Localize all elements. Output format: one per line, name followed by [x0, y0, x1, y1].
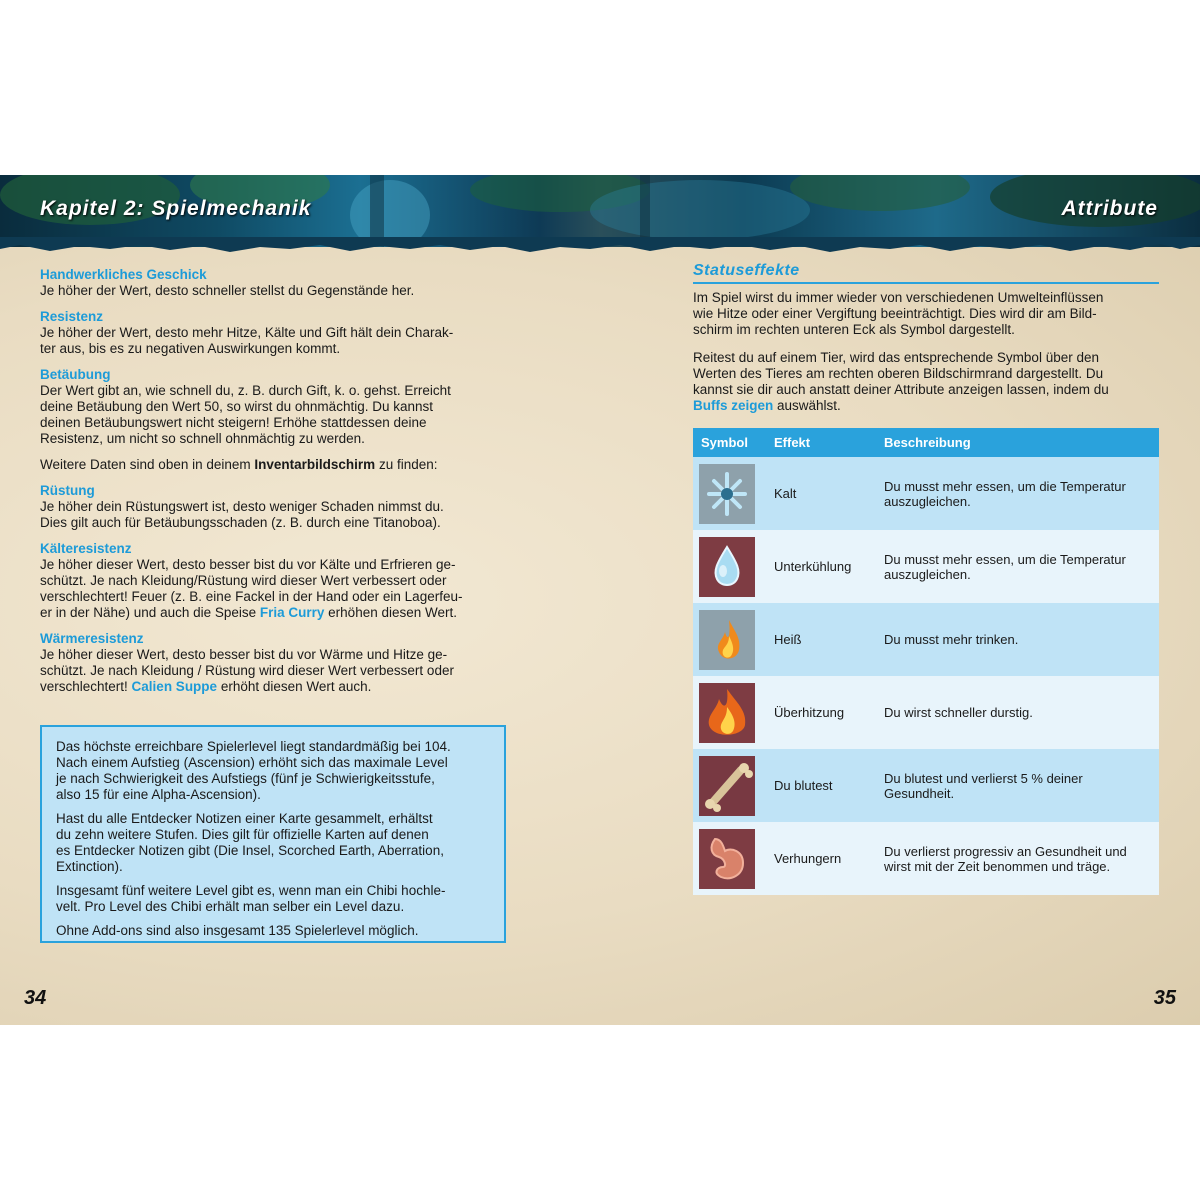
text-weitere: Weitere Daten sind oben in deinem Inventarbildschirm zu finden: — [40, 457, 438, 472]
table-row — [693, 822, 1159, 895]
beschreibung-cell: Du musst mehr trinken. — [884, 632, 1019, 647]
torn-edge-divider — [0, 237, 1200, 257]
beschreibung-cell: Du blutest und verlierst 5 % deiner Gesundheit. — [884, 770, 1083, 801]
text-kaelte-3: verschlechtert! Feuer (z. B. eine Fackel in der Hand oder ein Lagerfeu- — [40, 589, 463, 604]
heading-betaeubung: Betäubung — [40, 367, 111, 382]
stomach-icon — [695, 824, 759, 894]
table-row — [693, 530, 1159, 603]
frozen-drop-icon — [695, 532, 759, 602]
intro-paragraph: Im Spiel wirst du immer wieder von verschiedenen Umwelteinflüssen wie Hitze oder einer Vergiftung beeinträchtigt. Dies wird dir am Bild- schirm im rechten unteren Eck als Symbol dargestellt. — [693, 290, 1104, 337]
table-row — [693, 603, 1159, 676]
text-betaeubung-4: Resistenz, um nicht so schnell ohnmächtig zu werden. — [40, 431, 365, 446]
beschreibung-cell: Du musst mehr essen, um die Temperatur auszugleichen. — [884, 478, 1126, 509]
text-waerme-3: verschlechtert! Calien Suppe erhöht diesen Wert auch. — [40, 679, 372, 694]
beschreibung-cell: Du musst mehr essen, um die Temperatur auszugleichen. — [884, 551, 1126, 582]
text-waerme-2: schützt. Je nach Kleidung / Rüstung wird dieser Wert verbessert oder — [40, 663, 454, 678]
heading-ruestung: Rüstung — [40, 483, 95, 498]
table-row — [693, 749, 1159, 822]
effekt-cell: Verhungern — [774, 851, 842, 866]
text-resistenz-1: Je höher der Wert, desto mehr Hitze, Kälte und Gift hält dein Charak- — [40, 325, 454, 340]
table-header — [693, 428, 1159, 457]
text-ruestung-2: Dies gilt auch für Betäubungsschaden (z. B. durch eine Titanoboa). — [40, 515, 441, 530]
chapter-title: Kapitel 2: Spielmechanik — [40, 197, 312, 220]
book-spread — [0, 175, 1200, 1025]
section-title: Attribute — [1061, 197, 1158, 220]
table-row — [693, 457, 1159, 530]
text-kaelte-1: Je höher dieser Wert, desto besser bist du vor Kälte und Erfrieren ge- — [40, 557, 456, 572]
text-kaelte-2: schützt. Je nach Kleidung/Rüstung wird dieser Wert verbessert oder — [40, 573, 447, 588]
buffs-zeigen-term: Buffs zeigen — [693, 398, 774, 413]
text-betaeubung-2: deine Betäubung den Wert 50, so wirst du ohnmächtig. Du kannst — [40, 399, 433, 414]
page-number-right: 35 — [1153, 987, 1176, 1009]
statuseffekte-heading: Statuseffekte — [693, 263, 1159, 284]
beschreibung-cell: Du wirst schneller durstig. — [884, 705, 1033, 720]
calien-suppe-term: Calien Suppe — [131, 679, 218, 694]
status-effects-table — [693, 428, 1159, 895]
text-betaeubung-3: deinen Betäubungswert nicht steigern! Erhöhe stattdessen deine — [40, 415, 427, 430]
effekt-cell: Kalt — [774, 486, 797, 501]
col-header-symbol: Symbol — [701, 435, 748, 450]
effekt-cell: Heiß — [774, 632, 802, 647]
small-flame-icon — [695, 605, 759, 675]
left-page-text — [40, 267, 505, 695]
table-row — [693, 676, 1159, 749]
ride-paragraph: Reitest du auf einem Tier, wird das entsprechende Symbol über den Werten des Tieres am rechten oberen Bildschirmrand dargestellt. Du kannst sie dir auch anstatt deiner Attribute anzeigen lassen, indem du Buffs zeigen auswählst. — [693, 350, 1109, 413]
snowflake-icon — [695, 459, 759, 529]
fria-curry-term: Fria Curry — [259, 605, 325, 620]
beschreibung-cell: Du verlierst progressiv an Gesundheit und wirst mit der Zeit benommen und träge. — [884, 843, 1127, 874]
level-info-box — [40, 725, 506, 943]
info-paragraph-4: Ohne Add-ons sind also insgesamt 135 Spielerlevel möglich. — [56, 923, 419, 938]
effekt-cell: Unterkühlung — [774, 559, 852, 574]
text-handwerk: Je höher der Wert, desto schneller stellst du Gegenstände her. — [40, 283, 415, 298]
col-header-beschreibung: Beschreibung — [884, 435, 971, 450]
inventar-term: Inventarbildschirm — [254, 457, 376, 472]
text-betaeubung-1: Der Wert gibt an, wie schnell du, z. B. durch Gift, k. o. gehst. Erreicht — [40, 383, 451, 398]
text-kaelte-4: er in der Nähe) und auch die Speise Fria Curry erhöhen diesen Wert. — [40, 605, 458, 620]
heading-kaelte: Kälteresistenz — [40, 541, 132, 556]
text-ruestung-1: Je höher dein Rüstungswert ist, desto weniger Schaden nimmst du. — [40, 499, 444, 514]
info-paragraph-2: Hast du alle Entdecker Notizen einer Karte gesammelt, erhältst du zehn weitere Stufen. Dies gilt für offizielle Karten auf denen es Entdecker Notizen gibt (Die Insel, Scorched Earth, Aberration, Extinction). — [56, 811, 444, 874]
info-paragraph-1: Das höchste erreichbare Spielerlevel liegt standardmäßig bei 104. Nach einem Aufstieg (Ascension) erhöht sich das maximale Level je nach Schwierigkeit des Aufstiegs (fünf je Schwierigkeitsstufe, also 15 für eine Alpha-Ascension). — [56, 739, 451, 802]
info-paragraph-3: Insgesamt fünf weitere Level gibt es, wenn man ein Chibi hochle- velt. Pro Level des Chibi erhält man selber ein Level dazu. — [56, 883, 446, 914]
col-header-effekt: Effekt — [774, 435, 811, 450]
bone-blood-icon — [695, 751, 759, 821]
big-flame-icon — [695, 678, 759, 748]
effekt-cell: Du blutest — [774, 778, 833, 793]
page-number-left: 34 — [24, 987, 47, 1009]
heading-resistenz: Resistenz — [40, 309, 104, 324]
text-resistenz-2: ter aus, bis es zu negativen Auswirkungen kommt. — [40, 341, 341, 356]
effekt-cell: Überhitzung — [774, 705, 845, 720]
heading-waerme: Wärmeresistenz — [40, 631, 144, 646]
heading-handwerk: Handwerkliches Geschick — [40, 267, 207, 282]
text-waerme-1: Je höher dieser Wert, desto besser bist du vor Wärme und Hitze ge- — [40, 647, 448, 662]
right-page-text — [693, 263, 1159, 426]
